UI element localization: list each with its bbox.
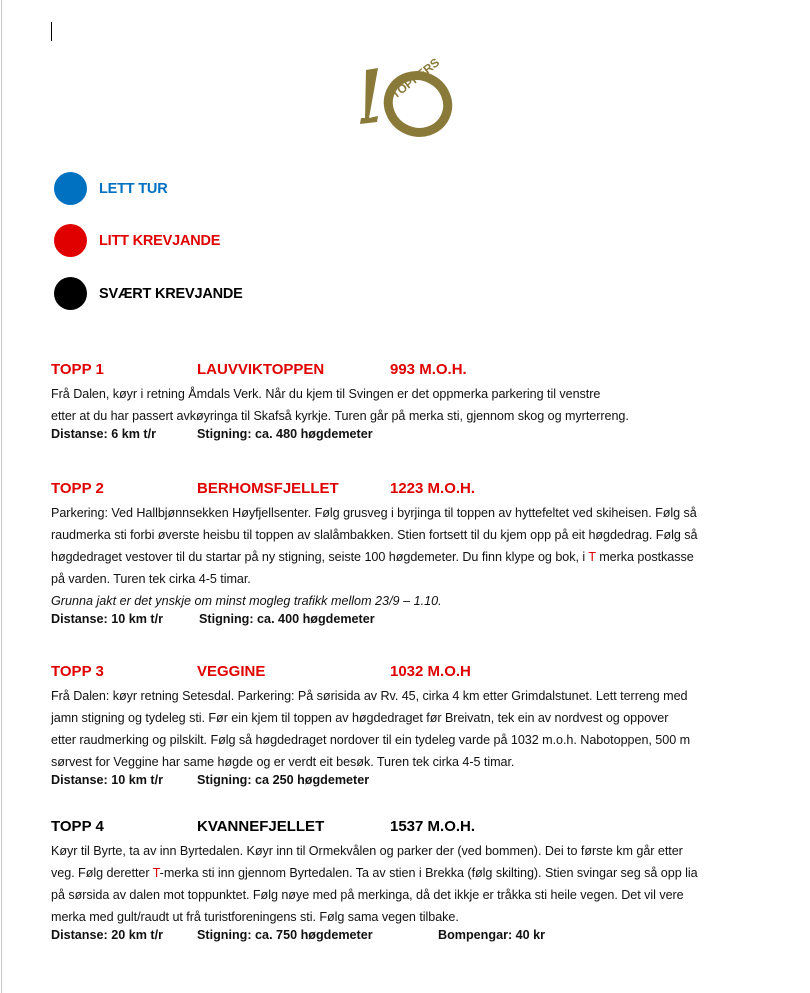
legend-item-svaert-krevjande (54, 277, 243, 310)
description-line: merka med gult/raudt ut frå turistforeningens sti. Følg sama vegen tilbake. (51, 910, 459, 924)
description-line: veg. Følg deretter (51, 866, 153, 880)
topp-height: 1537 M.O.H. (390, 818, 476, 835)
topp-stats (51, 928, 781, 950)
topp-name: LAUVVIKTOPPEN (197, 361, 325, 378)
red-dot-icon (54, 224, 87, 257)
description-line: jamn stigning og tydeleg sti. Før ein kjem til toppen av høgdedraget før Breivatn, tek ein av nordvest og oppover (51, 711, 669, 725)
legend-label: SVÆRT KREVJANDE (99, 285, 243, 302)
description-line: høgdedraget vestover til du startar på ny stigning, seiste 100 høgdemeter. Du finn klype og bok, i (51, 550, 589, 564)
description-line-end: -merka sti inn gjennom Byrtedalen. Ta av stien i Brekka (følg skilting). Stien svingar seg så opp lia (159, 866, 698, 880)
climb: Stigning: ca 250 høgdemeter (197, 773, 370, 787)
legend-item-litt-krevjande (54, 224, 220, 257)
topp-stats (51, 773, 781, 795)
topp-3-section (51, 663, 781, 795)
topp-heading (51, 663, 781, 685)
description-line: sørvest for Veggine har same høgde og er verdt eit besøk. Turen tek cirka 4-5 timar. (51, 755, 515, 769)
toll: Bompengar: 40 kr (438, 928, 546, 942)
description-line: Frå Dalen: køyr retning Setesdal. Parkering: På sørisida av Rv. 45, cirka 4 km etter Grimdalstunet. Lett terreng med (51, 689, 688, 703)
topp-height: 993 M.O.H. (390, 361, 467, 378)
topp-2-section (51, 480, 781, 634)
distance: Distanse: 10 km t/r (51, 773, 163, 787)
page-edge (1, 0, 2, 993)
black-dot-icon (54, 277, 87, 310)
topp-description (51, 685, 781, 773)
description-line: på sørsida av dalen mot toppunktet. Følg nøye med på merkinga, då det ikkje er tråkka sti heile vegen. Det vil vere (51, 888, 684, 902)
topp-heading (51, 480, 781, 502)
climb: Stigning: ca. 400 høgdemeter (199, 612, 375, 626)
climb: Stigning: ca. 750 høgdemeter (197, 928, 373, 942)
topp-height: 1032 M.O.H (390, 663, 471, 680)
red-letter: T (152, 866, 160, 880)
topp-heading (51, 361, 781, 383)
topp-number: TOPP 1 (51, 361, 104, 378)
logo-word: TOPPERS (388, 55, 443, 102)
topp-number: TOPP 2 (51, 480, 104, 497)
distance: Distanse: 6 km t/r (51, 427, 156, 441)
description-line: etter at du har passert avkøyringa til Skafså kyrkje. Turen går på merka sti, gjennom skog og myrterreng. (51, 409, 629, 423)
climb: Stigning: ca. 480 høgdemeter (197, 427, 373, 441)
topp-4-section (51, 818, 781, 950)
topp-number: TOPP 3 (51, 663, 104, 680)
topp-name: BERHOMSFJELLET (197, 480, 339, 497)
legend-label: LITT KREVJANDE (99, 232, 221, 249)
topp-description (51, 840, 781, 928)
blue-dot-icon (54, 172, 87, 205)
topp-stats (51, 612, 781, 634)
text-cursor (51, 22, 52, 41)
hunting-note: Grunna jakt er det ynskje om minst mogleg trafikk mellom 23/9 – 1.10. (51, 594, 442, 608)
topp-number: TOPP 4 (51, 818, 104, 835)
legend-item-lett (54, 172, 167, 205)
description-line: på varden. Turen tek cirka 4-5 timar. (51, 572, 251, 586)
toppers-logo (356, 52, 460, 142)
distance: Distanse: 20 km t/r (51, 928, 163, 942)
topp-description (51, 383, 781, 427)
topp-description (51, 502, 781, 590)
legend-label: LETT TUR (99, 180, 168, 197)
distance: Distanse: 10 km t/r (51, 612, 163, 626)
description-line: etter raudmerking og pilskilt. Følg så høgdedraget nordover til ein tydeleg varde på 1032 m.o.h. Nabotoppen, 500 m (51, 733, 691, 747)
topp-stats (51, 427, 781, 449)
description-line: Parkering: Ved Hallbjønnsekken Høyfjellsenter. Følg grusveg i byrjinga til toppen av hyttefeltet ved skiheisen. Følg så (51, 506, 697, 520)
topp-height: 1223 M.O.H. (390, 480, 476, 497)
topp-1-section (51, 361, 781, 449)
description-line: Køyr til Byrte, ta av inn Byrtedalen. Køyr inn til Ormekvålen og parker der (ved bommen). Dei to første km går etter (51, 844, 683, 858)
description-line: Frå Dalen, køyr i retning Åmdals Verk. Når du kjem til Svingen er det oppmerka parkering til venstre (51, 387, 601, 401)
topp-name: KVANNEFJELLET (197, 818, 325, 835)
red-letter: T (588, 550, 596, 564)
topp-name: VEGGINE (197, 663, 266, 680)
description-line: raudmerka sti forbi øverste heisbu til toppen av slalåmbakken. Stien fortsett til du kjem opp på eit høgdedrag. Følg så (51, 528, 698, 542)
description-line-end: merka postkasse (595, 550, 694, 564)
topp-heading (51, 818, 781, 840)
